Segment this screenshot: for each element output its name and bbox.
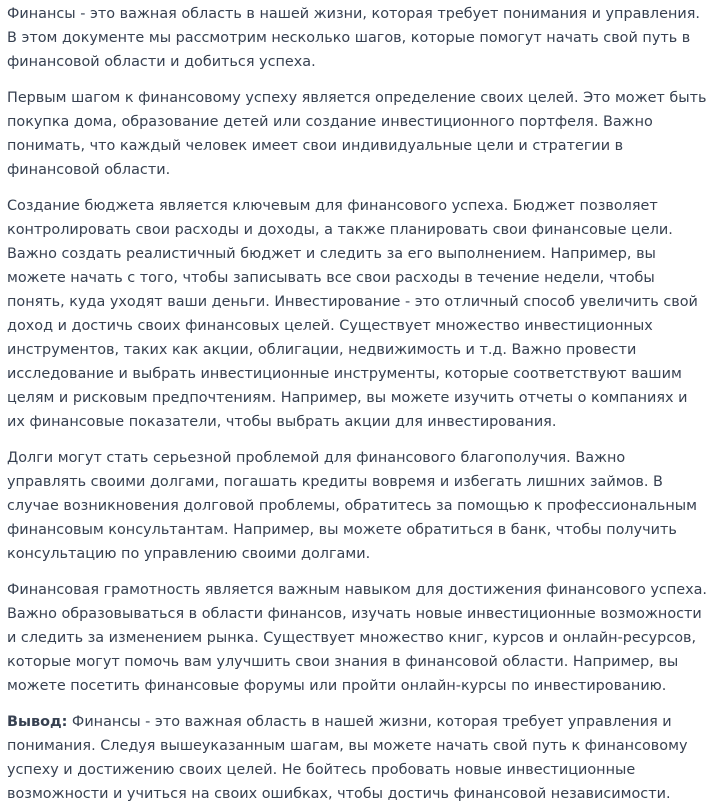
paragraph-debts: Долги могут стать серьезной проблемой для финансового благополучия. Важно управлять своими долгами, погашать кредиты вовремя и избегать лишних займов. В случае возникновения долговой проблемы, обратитесь за помощью к профессиональным финансовым консультантам. Например, вы можете обратиться в банк, чтобы получить консультацию по управлению своими долгами. [7, 450, 697, 562]
paragraph-budget-investing: Создание бюджета является ключевым для финансового успеха. Бюджет позволяет контролировать свои расходы и доходы, а также планировать свои финансовые цели. Важно создать реалистичный бюджет и следить за его выполнением. Например, вы можете начать с того, чтобы записывать все свои расходы в течение недели, чтобы понять, куда уходят ваши деньги. Инвестирование - это отличный способ увеличить свой доход и достичь своих финансовых целей. Существует множество инвестиционных инструментов, таких как акции, облигации, недвижимость и т.д. Важно провести исследование и выбрать инвестиционные инструменты, которые соответствуют вашим целям и рисковым предпочтениям. Например, вы можете изучить отчеты о компаниях и их финансовые показатели, чтобы выбрать акции для инвестирования. [7, 198, 698, 430]
conclusion-label: Вывод: [7, 714, 68, 730]
paragraph-literacy: Финансовая грамотность является важным навыком для достижения финансового успеха. Важно образовываться в области финансов, изучать новые инвестиционные возможности и следить за изменением рынка. Существует множество книг, курсов и онлайн-ресурсов, которые могут помочь вам улучшить свои знания в финансовой области. Например, вы можете посетить финансовые форумы или пройти онлайн-курсы по инвестированию. [7, 582, 708, 694]
paragraph-conclusion [7, 710, 708, 806]
paragraph-goals: Первым шагом к финансовому успеху является определение своих целей. Это может быть покупка дома, образование детей или создание инвестиционного портфеля. Важно понимать, что каждый человек имеет свои индивидуальные цели и стратегии в финансовой области. [7, 90, 707, 178]
paragraph-intro: Финансы - это важная область в нашей жизни, которая требует понимания и управления. В этом документе мы рассмотрим несколько шагов, которые помогут начать свой путь в финансовой области и добиться успеха. [7, 6, 700, 70]
conclusion-text: Финансы - это важная область в нашей жизни, которая требует управления и понимания. Следуя вышеуказанным шагам, вы можете начать свой путь к финансовому успеху и достижению своих целей. Не бойтесь пробовать новые инвестиционные возможности и учиться на своих ошибках, чтобы достичь финансовой независимости. [7, 714, 688, 802]
